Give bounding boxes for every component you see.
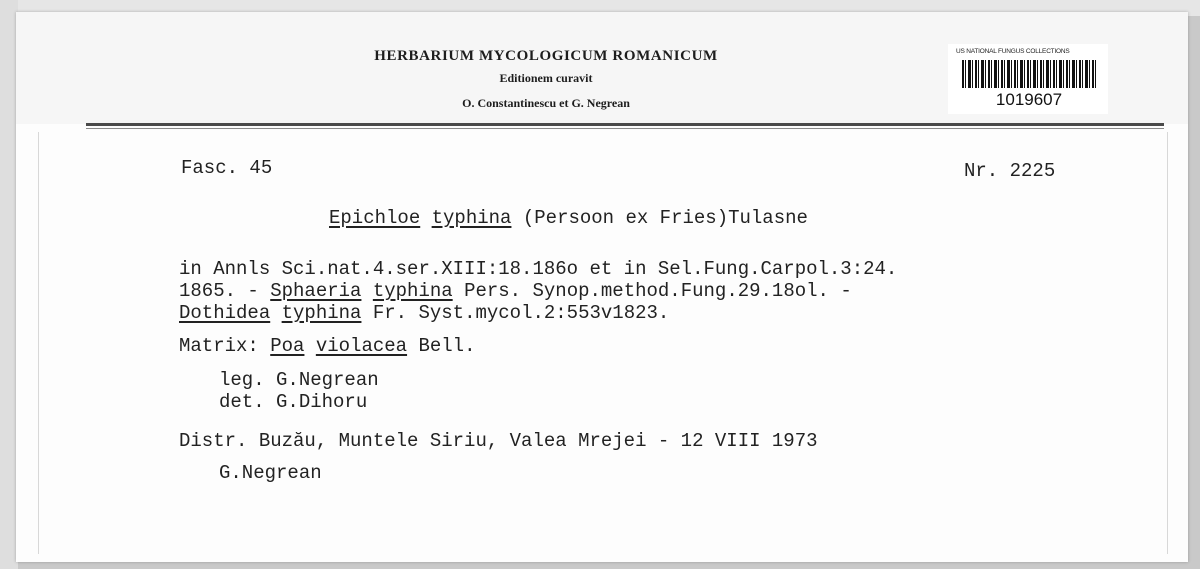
header-divider-thin (86, 128, 1164, 129)
synonym-2-epithet: typhina (281, 302, 362, 324)
herbarium-subtitle: Editionem curavit (499, 71, 593, 85)
citation-line-3 (179, 302, 669, 324)
citation-line-1: in Annls Sci.nat.4.ser.XIII:18.186o et in Sel.Fung.Carpol.3:24. (179, 258, 898, 280)
synonym-2-genus: Dothidea (179, 302, 271, 324)
signature-line: G.Negrean (219, 462, 322, 484)
citation-line-2 (179, 280, 852, 302)
header-divider (86, 123, 1164, 126)
barcode-icon (962, 60, 1096, 88)
herbarium-title: HERBARIUM MYCOLOGICUM ROMANICUM (374, 48, 718, 64)
matrix-genus: Poa (270, 335, 305, 357)
species-genus: Epichloe (329, 207, 421, 229)
synonym-1-epithet: typhina (372, 280, 453, 302)
citation-line-2-prefix: 1865. - (179, 280, 271, 302)
matrix-line (179, 335, 475, 357)
label-header (16, 12, 1188, 124)
barcode-sticker (948, 44, 1108, 114)
species-epithet: typhina (431, 207, 512, 229)
citation-line-3-rest: Fr. Syst.mycol.2:553v1823. (361, 302, 670, 324)
matrix-authority: Bell. (407, 335, 476, 357)
matrix-epithet: violacea (315, 335, 408, 357)
species-authority: (Persoon ex Fries)Tulasne (522, 207, 808, 229)
barcode-number: 1019607 (995, 90, 1063, 109)
matrix-prefix: Matrix: (179, 335, 271, 357)
synonym-1-genus: Sphaeria (270, 280, 362, 302)
determiner-line: det. G.Dihoru (219, 391, 368, 413)
collector-line: leg. G.Negrean (219, 369, 379, 391)
specimen-number: Nr. 2225 (964, 160, 1056, 182)
species-name (329, 207, 808, 229)
herbarium-label-card (16, 12, 1188, 562)
herbarium-editors: O. Constantinescu et G. Negrean (462, 96, 630, 110)
distribution-line: Distr. Buzău, Muntele Siriu, Valea Mrejei - 12 VIII 1973 (179, 430, 818, 452)
citation-line-2-rest: Pers. Synop.method.Fung.29.18ol. - (452, 280, 852, 302)
barcode-caption: US NATIONAL FUNGUS COLLECTIONS (956, 48, 1070, 55)
fascicle-number: Fasc. 45 (181, 157, 273, 179)
